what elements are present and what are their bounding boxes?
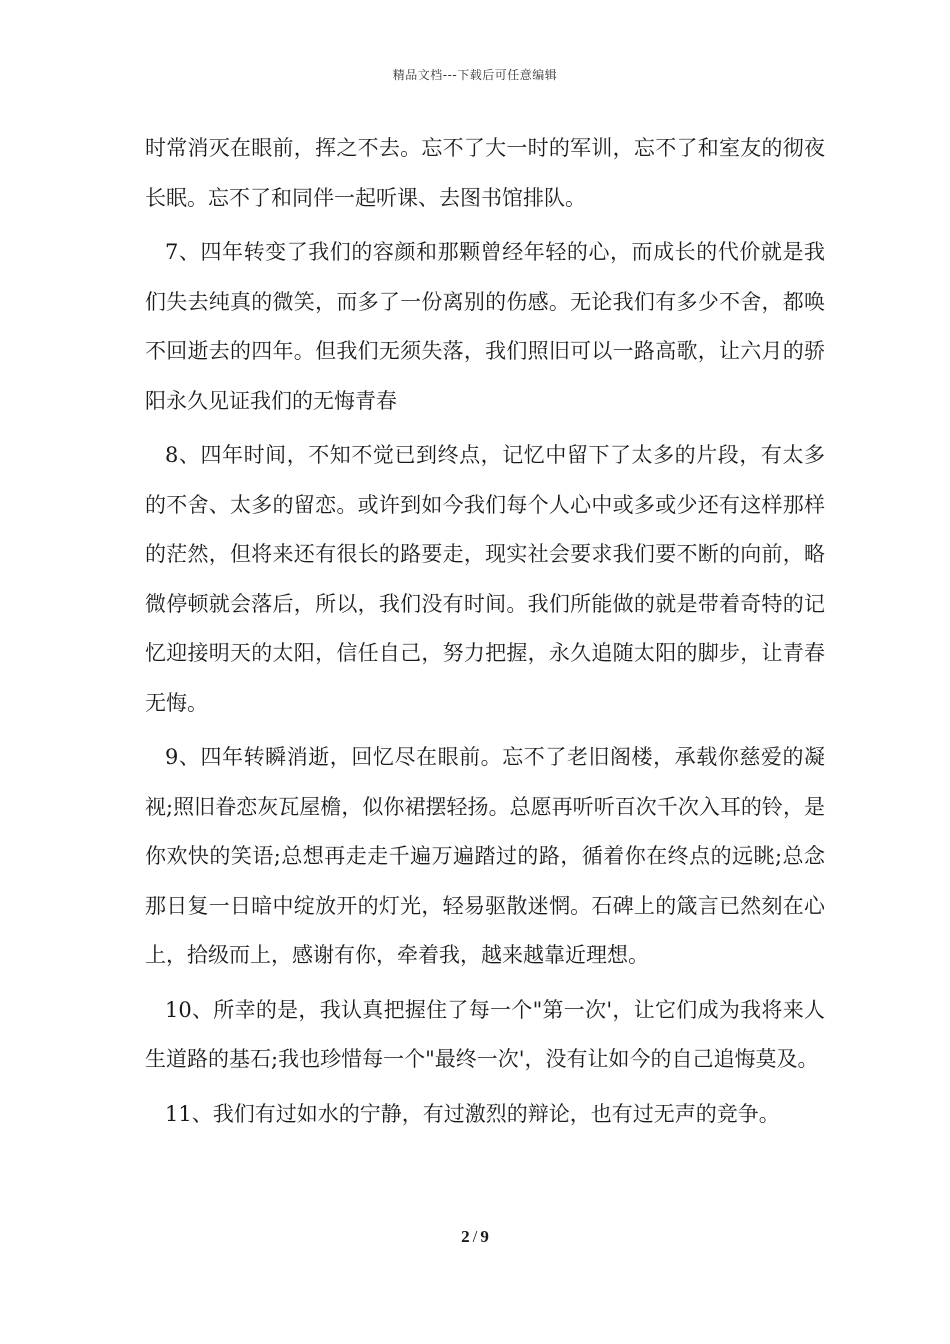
page-separator: / [472, 1227, 478, 1246]
paragraph: 11、我们有过如水的宁静，有过激烈的辩论，也有过无声的竞争。 [165, 1101, 780, 1126]
current-page-number: 2 [461, 1227, 470, 1246]
total-pages-number: 9 [480, 1227, 489, 1246]
document-body [145, 124, 825, 1144]
paragraph: 9、四年转瞬消逝，回忆尽在眼前。忘不了老旧阁楼，承载你慈爱的凝视;照旧眷恋灰瓦屋檐，似你裙摆轻扬。总愿再听听百次千次入耳的铃，是你欢快的笑语;总想再走走千遍万遍踏过的路，循着你在终点的远眺;总念那日复一日暗中绽放开的灯光，轻易驱散迷惘。石碑上的箴言已然刻在心上，拾级而上，感谢有你，牵着我，越来越靠近理想。 [145, 745, 825, 967]
paragraph: 时常消灭在眼前，挥之不去。忘不了大一时的军训，忘不了和室友的彻夜长眠。忘不了和同伴一起听课、去图书馆排队。 [145, 136, 825, 210]
page-number [0, 1227, 950, 1247]
paragraph: 7、四年转变了我们的容颜和那颗曾经年轻的心，而成长的代价就是我们失去纯真的微笑，而多了一份离别的伤感。无论我们有多少不舍，都唤不回逝去的四年。但我们无须失落，我们照旧可以一路高歌，让六月的骄阳永久见证我们的无悔青春 [145, 240, 825, 413]
page-header: 精品文档---下载后可任意编辑 [392, 68, 558, 82]
paragraph: 8、四年时间，不知不觉已到终点，记忆中留下了太多的片段，有太多的不舍、太多的留恋。或许到如今我们每个人心中或多或少还有这样那样的茫然，但将来还有很长的路要走，现实社会要求我们要不断的向前，略微停顿就会落后，所以，我们没有时间。我们所能做的就是带着奇特的记忆迎接明天的太阳，信任自己，努力把握，永久追随太阳的脚步，让青春无悔。 [145, 443, 825, 715]
paragraph: 10、所幸的是，我认真把握住了每一个"第一次'，让它们成为我将来人生道路的基石;我也珍惜每一个"最终一次'，没有让如今的自己追悔莫及。 [145, 997, 825, 1071]
